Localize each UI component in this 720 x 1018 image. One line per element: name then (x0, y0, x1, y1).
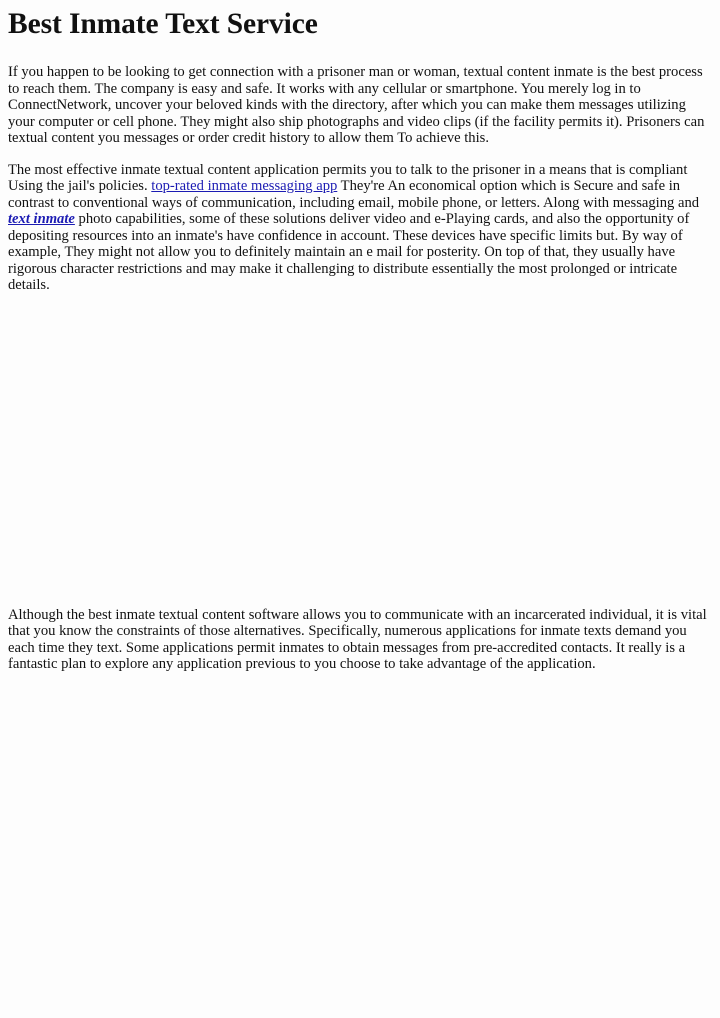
top-rated-inmate-messaging-app-link[interactable]: top-rated inmate messaging app (151, 178, 338, 194)
paragraph-3: Although the best inmate textual content software allows you to communicate with an incarcerated individual, it is vital that you know the constraints of those alternatives. Specifically, numerous applications for inmate texts demand you each time they text. Some applications permit inmates to obtain messages from pre-accredited contacts. It really is a fantastic plan to explore any application previous to you choose to take advantage of the application. (8, 606, 707, 672)
paragraph-2-text-b: They're An economical option which is Secure and safe in contrast to conventional ways of communication, including email, mobile phone, or letters. Along with messaging and (8, 178, 700, 211)
paragraph-2-text-a: The most effective inmate textual content application permits you to talk to the prisoner in a means that is compliant Using the jail's policies. (8, 161, 688, 194)
paragraph-2 (8, 162, 714, 294)
paragraph-2-text-c: photo capabilities, some of these solutions deliver video and e-Playing cards, and also the opportunity of depositing resources into an inmate's have confidence in account. These devices have specific limits but. By way of example, They might not allow you to definitely maintain an e mail for posterity. On top of that, they usually have rigorous character restrictions and may make it challenging to distribute essentially the most prolonged or intricate details. (8, 211, 690, 293)
page-title: Best Inmate Text Service (8, 8, 318, 40)
blank-space (8, 294, 714, 607)
paragraph-1: If you happen to be looking to get connection with a prisoner man or woman, textual content inmate is the best process to reach them. The company is easy and safe. It works with any cellular or smartphone. You merely log in to ConnectNetwork, uncover your beloved kinds with the directory, after which you can make them messages utilizing your computer or cell phone. They might also ship photographs and video clips (if the facility permits it). Prisoners can textual content you messages or order credit history to allow them To achieve this. (8, 64, 705, 146)
text-inmate-link[interactable]: text inmate (8, 211, 75, 227)
